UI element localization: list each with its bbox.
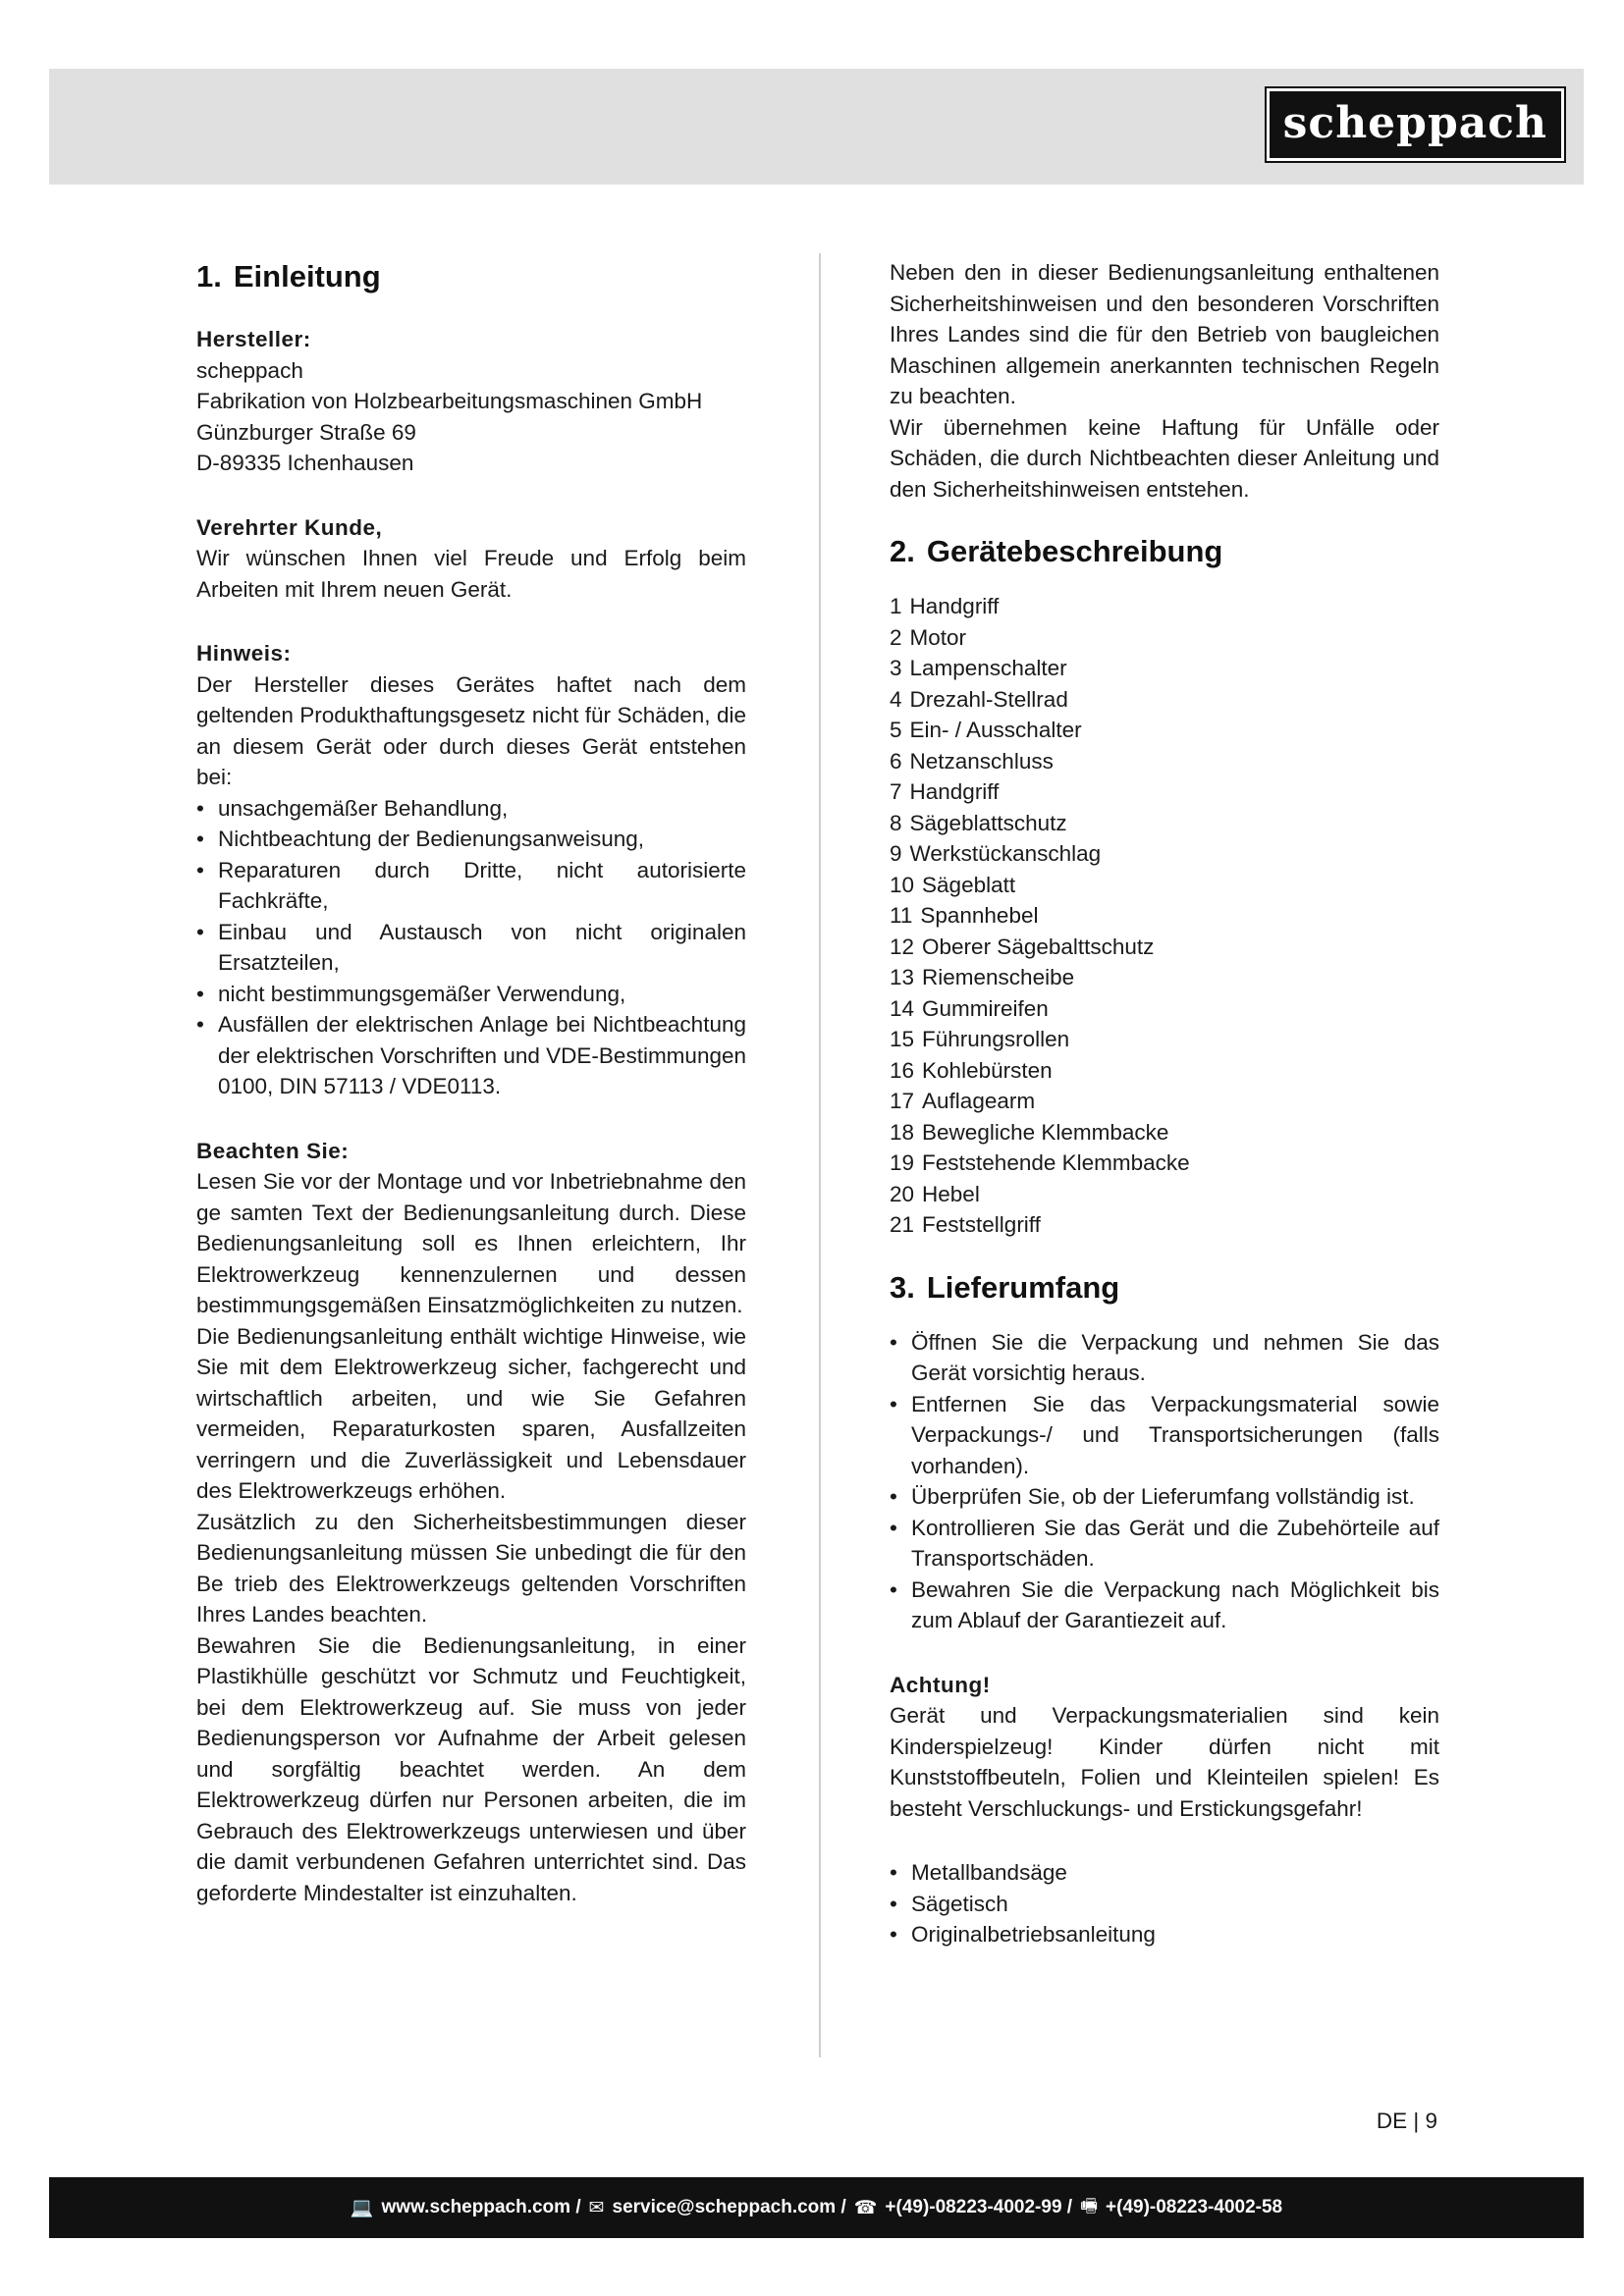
list-item: • Kontrollieren Sie das Gerät und die Zubehörteile auf Transportschäden. bbox=[890, 1513, 1439, 1575]
website-link[interactable]: www.scheppach.com / bbox=[381, 2197, 581, 2217]
right-column bbox=[890, 257, 1439, 1950]
list-item: 3 Lampenschalter bbox=[890, 656, 1067, 680]
note-label: Hinweis: bbox=[196, 641, 292, 666]
list-item: 14 Gummireifen bbox=[890, 995, 1049, 1021]
list-item: • nicht bestimmungsgemäßer Verwendung, bbox=[196, 979, 746, 1010]
list-item: • Entfernen Sie das Verpackungsmaterial sowie Verpackungs-/ und Transportsicherungen (falls vorhanden). bbox=[890, 1389, 1439, 1482]
email-link[interactable]: service@scheppach.com / bbox=[612, 2197, 846, 2217]
list-item: • Öffnen Sie die Verpackung und nehmen Sie das Gerät vorsichtig heraus. bbox=[890, 1327, 1439, 1389]
phone-icon: ☎ bbox=[853, 2197, 878, 2218]
list-item: • Bewahren Sie die Verpackung nach Möglichkeit bis zum Ablauf der Garantiezeit auf. bbox=[890, 1575, 1439, 1636]
unpacking-steps-list bbox=[890, 1327, 1439, 1636]
list-item: 16 Kohlebürsten bbox=[890, 1057, 1053, 1083]
list-item: 9 Werkstückanschlag bbox=[890, 841, 1102, 866]
brand-logo: scheppach bbox=[1267, 88, 1564, 161]
customer-greeting-label: Verehrter Kunde, bbox=[196, 514, 383, 540]
manufacturer-address: scheppach Fabrikation von Holzbearbeitungsmaschinen GmbH Günzburger Straße 69 D-89335 Ichenhausen bbox=[196, 357, 703, 475]
list-item: 7 Handgriff bbox=[890, 779, 1000, 804]
list-item: • Reparaturen durch Dritte, nicht autorisierte Fachkräfte, bbox=[196, 855, 746, 917]
list-item: 19 Feststehende Klemmbacke bbox=[890, 1150, 1190, 1175]
section-heading-scope-of-delivery: 3. Lieferumfang bbox=[890, 1269, 1120, 1305]
footer-bar bbox=[49, 2177, 1584, 2238]
list-item: • unsachgemäßer Behandlung, bbox=[196, 793, 746, 825]
paragraph: Bewahren Sie die Bedienungsanleitung, in einer Plastikhülle geschützt vor Schmutz und Feuchtigkeit, bei dem Elektrowerkzeug auf. Sie muss von jeder Bedienungsperson vor Aufnahme der Arbeit gelesen und sorgfältig beachtet werden. An dem Elektrowerkzeug dürfen nur Personen arbeiten, die im Gebrauch des Elektrowerkzeugs unterwiesen und über die damit verbundenen Gefahren unterrichtet sind. Das geforderte Mindestalter ist einzuhalten. bbox=[196, 1632, 746, 1905]
list-item: • Überprüfen Sie, ob der Lieferumfang vollständig ist. bbox=[890, 1481, 1439, 1513]
mail-icon: ✉ bbox=[588, 2197, 605, 2218]
list-item: 18 Bewegliche Klemmbacke bbox=[890, 1119, 1169, 1145]
phone-number: +(49)-08223-4002-99 / bbox=[885, 2197, 1073, 2217]
list-item: • Ausfällen der elektrischen Anlage bei Nichtbeachtung der elektrischen Vorschriften und VDE-Bestimmungen 0100, DIN 57113 / VDE0113. bbox=[196, 1009, 746, 1102]
paragraph: Neben den in dieser Bedienungsanleitung enthaltenen Sicherheitshinweisen und den besonderen Vorschriften Ihres Landes sind die für den Betrieb von baugleichen Maschinen allgemein anerkannten technischen Regeln zu beachten. bbox=[890, 260, 1439, 408]
list-item: 1 Handgriff bbox=[890, 594, 1000, 618]
list-item: 2 Motor bbox=[890, 624, 967, 650]
paragraph: Lesen Sie vor der Montage und vor Inbetriebnahme den ge samten Text der Bedienungsanleitung durch. Diese Bedienungsanleitung soll es Ihnen erleichtern, Ihr Elektrowerkzeug kennenzulernen und dessen bestimmungsgemäßen Einsatzmöglichkeiten zu nutzen. bbox=[196, 1169, 746, 1317]
list-item: • Sägetisch bbox=[890, 1889, 1439, 1920]
list-item: 21 Feststellgriff bbox=[890, 1212, 1041, 1237]
list-item: • Metallbandsäge bbox=[890, 1857, 1439, 1889]
liability-exclusion-list bbox=[196, 793, 746, 1102]
paragraph: Wir übernehmen keine Haftung für Unfälle oder Schäden, die durch Nichtbeachten dieser Anleitung und den Sicherheitshinweisen entstehen. bbox=[890, 414, 1439, 502]
list-item: • Originalbetriebsanleitung bbox=[890, 1919, 1439, 1950]
monitor-icon: 💻 bbox=[350, 2198, 374, 2218]
customer-greeting-text: Wir wünschen Ihnen viel Freude und Erfolg beim Arbeiten mit Ihrem neuen Gerät. bbox=[196, 546, 746, 602]
warning-text: Gerät und Verpackungsmaterialien sind kein Kinderspielzeug! Kinder dürfen nicht mit Kunststoffbeuteln, Folien und Kleinteilen spielen! Es besteht Verschluckungs- und Erstickungsgefahr! bbox=[890, 1703, 1439, 1821]
section-heading-device-description: 2. Gerätebeschreibung bbox=[890, 534, 1223, 568]
list-item: 6 Netzanschluss bbox=[890, 748, 1054, 774]
list-item: 11 Spannhebel bbox=[890, 903, 1039, 928]
list-item: 20 Hebel bbox=[890, 1181, 980, 1206]
list-item: 8 Sägeblattschutz bbox=[890, 810, 1067, 835]
list-item: 15 Führungsrollen bbox=[890, 1027, 1070, 1051]
list-item: 12 Oberer Sägebalttschutz bbox=[890, 934, 1155, 959]
note-text: Der Hersteller dieses Gerätes haftet nach dem geltenden Produkthaftungsgesetz nicht für Schäden, die an diesem Gerät oder durch dieses Gerät entstehen bei: bbox=[196, 671, 746, 789]
paragraph: Die Bedienungsanleitung enthält wichtige Hinweise, wie Sie mit dem Elektrowerkzeug sicher, fachgerecht und wirtschaftlich arbeiten, und wie Sie Gefahren vermeiden, Reparaturkosten sparen, Ausfallzeiten verringern und die Zuverlässigkeit und Lebensdauer des Elektrowerkzeugs erhöhen. bbox=[196, 1323, 746, 1503]
parts-list bbox=[890, 591, 1439, 1241]
left-column bbox=[196, 257, 746, 1908]
attention-label: Beachten Sie: bbox=[196, 1138, 350, 1163]
section-heading-introduction: 1. Einleitung bbox=[196, 259, 381, 294]
page-number: DE | 9 bbox=[1376, 2109, 1437, 2133]
paragraph: Zusätzlich zu den Sicherheitsbestimmungen dieser Bedienungsanleitung müssen Sie unbedingt die für den Be trieb des Elektrowerkzeugs geltenden Vorschriften Ihres Landes beachten. bbox=[196, 1509, 746, 1627]
fax-number: +(49)-08223-4002-58 bbox=[1106, 2197, 1283, 2217]
header-bar bbox=[49, 69, 1584, 185]
list-item: • Nichtbeachtung der Bedienungsanweisung, bbox=[196, 824, 746, 855]
list-item: • Einbau und Austausch von nicht originalen Ersatzteilen, bbox=[196, 917, 746, 979]
delivery-items-list bbox=[890, 1857, 1439, 1950]
fax-icon: 🖷 bbox=[1080, 2196, 1099, 2216]
manufacturer-label: Hersteller: bbox=[196, 327, 311, 351]
list-item: 4 Drezahl-Stellrad bbox=[890, 686, 1068, 712]
warning-label: Achtung! bbox=[890, 1672, 991, 1697]
column-divider bbox=[819, 253, 821, 2057]
list-item: 5 Ein- / Ausschalter bbox=[890, 718, 1082, 742]
list-item: 17 Auflagearm bbox=[890, 1089, 1036, 1113]
list-item: 13 Riemenscheibe bbox=[890, 965, 1075, 989]
list-item: 10 Sägeblatt bbox=[890, 872, 1016, 897]
